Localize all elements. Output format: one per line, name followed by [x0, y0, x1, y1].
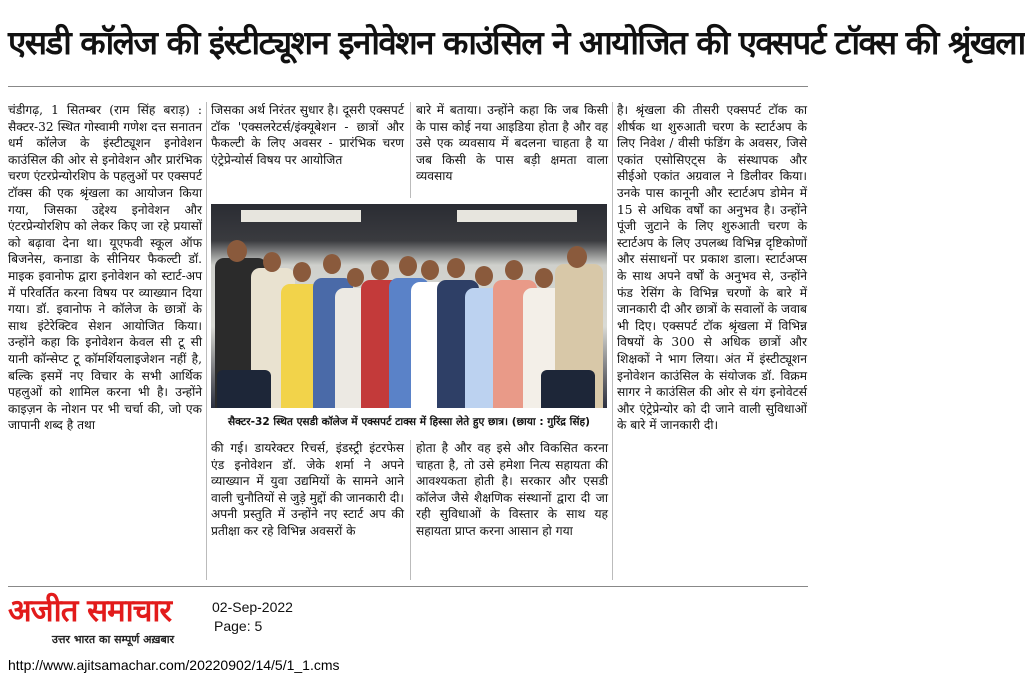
- column-divider: [612, 102, 613, 580]
- publication-date: 02-Sep-2022: [212, 599, 293, 615]
- footer-rule: [8, 586, 808, 587]
- article-column-2-top: [211, 102, 404, 167]
- headline: एसडी कॉलेज की इंस्टीट्यूशन इनोवेशन काउंसिल ने आयोजित की एक्सपर्ट टॉक्स की श्रृंखला: [8, 23, 1025, 62]
- column-divider: [410, 440, 411, 580]
- column-2-top-text: जिसका अर्थ निरंतर सुधार है। दूसरी एक्सपर्ट टॉक 'एक्सलरेटर्स/इंक्यूबेशन - छात्रों और फैकल्टी के लिए अवसर - प्रारंभिक चरण एंट्रेप्रेन्योर्स विषय पर आयोजित: [211, 103, 404, 167]
- page-number: Page: 5: [214, 618, 263, 634]
- photo-caption: सैक्टर-32 स्थित एसडी कॉलेज में एक्सपर्ट टाक्स में हिस्सा लेते हुए छात्र। (छाया : गुरिंद्र सिंह): [227, 416, 590, 428]
- column-3-top-text: बारे में बताया। उन्होंने कहा कि जब किसी के पास कोई नया आइडिया होता है और वह उसे एक व्यवसाय में बदलना चाहता है या जब किसी के पास बड़ी क्षमता वाला व्यवसाय: [416, 103, 608, 184]
- column-divider: [410, 102, 411, 198]
- column-2-bottom-text: की गई। डायरेक्टर रिचर्स, इंडस्ट्री इंटरफेस एंड इनोवेशन डॉ. जेके शर्मा ने अपने व्याख्यान में युवा उद्यमियों के सामने आने वाली चुनौतियों से जुड़े मुद्दों की जानकारी दी। अपनी प्रस्तुति में उन्होंने नए स्टार्ट अप की प्रतीक्षा कर रहे विभिन्न अवसरों के: [211, 441, 404, 538]
- article-column-3-bottom: [416, 440, 608, 580]
- column-1-text: चंडीगढ़, 1 सितम्बर (राम सिंह बराड़) : सैक्टर-32 स्थित गोस्वामी गणेश दत्त सनातन धर्म कॉलेज के इंस्टीट्यूशन इनोवेशन काउंसिल की ओर से इनोवेशन और प्रारंभिक चरण एंटरप्रेन्योरशिप के पहलुओं पर एक्सपर्ट टॉक्स की एक श्रृंखला का आयोजन किया गया, जिसका उद्देश्य इनोवेशन और एंटरप्रेन्योरशिप को लेकर किए जा रहे प्रयासों को बढ़ावा देना था। यूएफवी स्कूल ऑफ बिजनेस, कनाडा के सीनियर फैकल्टी डॉ. माइक इवानोफ द्वारा इनोवेशन को स्टार्ट-अप में परिवर्तित करना विषय पर व्याख्यान दिया गया। डॉ. इवानोफ ने कॉलेज के छात्रों के साथ इंटेरेक्टिव सेशन आयोजित किया। उन्होंने कहा कि इनोवेशन केवल सी टू सी यानी कॉन्सेप्ट टू कॉमर्शियलाइजेशन नहीं है, बल्कि इसमें नए विचार के सभी आर्थिक पहलुओं को शामिल करना भी है। उन्होंने काइज़न के नोशन पर भी चर्चा की, जो एक जापानी शब्द है तथा: [8, 103, 202, 433]
- article-column-4: [617, 102, 807, 580]
- article-column-3-top: [416, 102, 608, 196]
- newspaper-logo: अजीत समाचार: [8, 593, 172, 629]
- headline-rule: [8, 86, 808, 87]
- column-divider: [206, 102, 207, 580]
- article-column-2-bottom: [211, 440, 404, 580]
- column-3-bottom-text: होता है और वह इसे और विकसित करना चाहता है, तो उसे हमेशा नित्य सहायता की आवश्यकता होती है। सरकार और एसडी कॉलेज जैसे शैक्षणिक संस्थानों द्वारा दी जा रही सुविधाओं के विस्तार के साथ यह सहायता प्राप्त करना आसान हो गया: [416, 441, 608, 538]
- source-url-link[interactable]: http://www.ajitsamachar.com/20220902/14/5/1_1.cms: [8, 657, 340, 673]
- column-4-text: है। श्रृंखला की तीसरी एक्सपर्ट टॉक का शीर्षक था शुरुआती चरण के स्टार्टअप के लिए निवेश / वीसी फंडिंग के अवसर, जिसे एकांत एसोसिएट्स के संस्थापक और सीईओ एकांत अग्रवाल ने डिलीवर किया। उनके पास कानूनी और स्टार्टअप डोमेन में 15 से अधिक वर्षों का अनुभव है। उन्होंने पूंजी जुटाने के लिए शुरुआती चरण के स्टार्टअप के लिए उपलब्ध विभिन्न दृष्टिकोणों और संसाधनों पर प्रकाश डाला। स्टार्टअप्स के साथ अपने वर्षों के अनुभव से, उन्होंने फंड रेसिंग के विभिन्न चरणों के बारे में जानकारी दी और छात्रों के सवालों के जवाब भी दिए। एक्सपर्ट टॉक श्रृंखला में विभिन्न विषयों के 300 से अधिक छात्रों और शिक्षकों ने भाग लिया। अंत में इंस्टीट्यूशन इनोवेशन काउंसिल के संयोजक डॉ. विक्रम सागर ने काउंसिल की ओर से यंग इनोवेटर्स और एंट्रेप्रेन्योर को दी जाने वाली सुविधाओं के बारे में जानकारी दी।: [617, 103, 807, 433]
- group-photo: [211, 204, 607, 408]
- newspaper-tagline: उत्तर भारत का सम्पूर्ण अख़बार: [51, 633, 175, 646]
- article-column-1: [8, 102, 202, 580]
